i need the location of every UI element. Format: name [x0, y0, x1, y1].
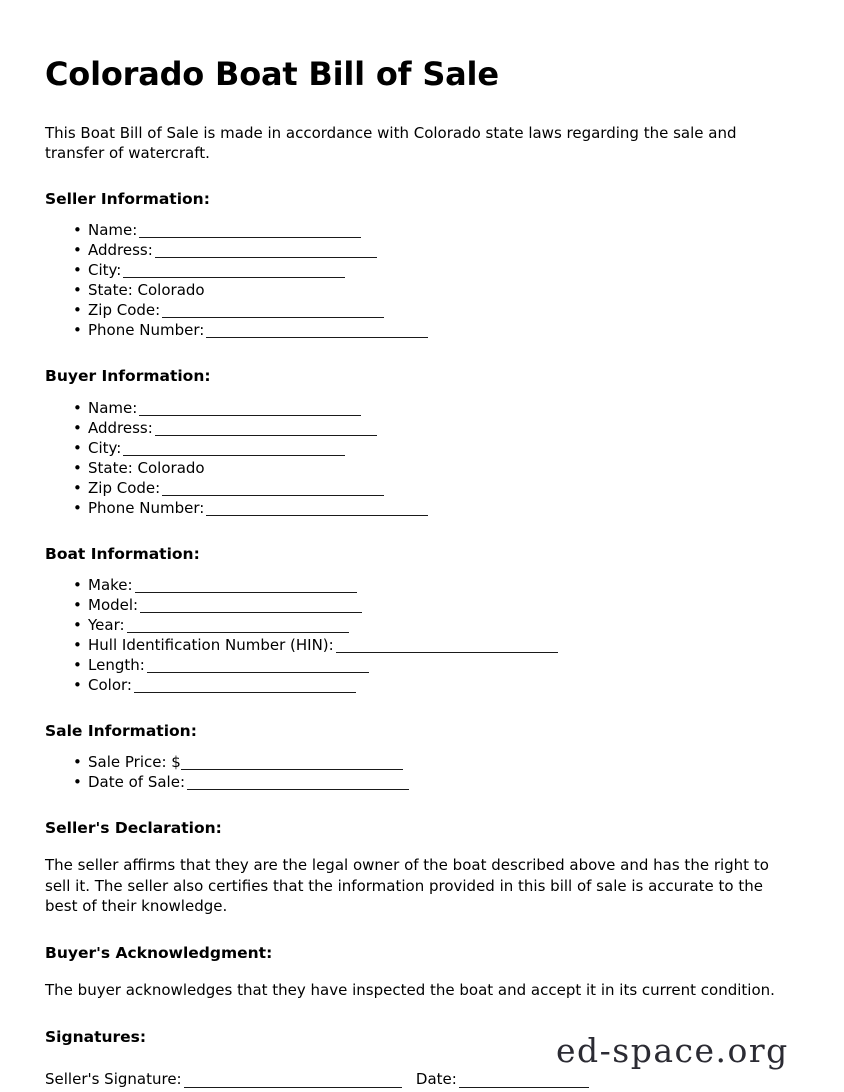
field-row	[73, 595, 780, 615]
field-row	[73, 300, 780, 320]
field-row	[73, 655, 780, 675]
field-label: State: Colorado	[88, 458, 205, 477]
field-label: Address:	[88, 241, 153, 260]
field-label: Phone Number:	[88, 321, 205, 340]
section-heading-seller-information: Seller Information:	[45, 190, 210, 209]
field-row	[73, 478, 780, 498]
field-label: Hull Identification Number (HIN):	[88, 635, 334, 654]
field-label: Color:	[88, 675, 132, 694]
fill-in-rule[interactable]	[139, 224, 361, 238]
field-row	[73, 615, 780, 635]
signature-date-rule[interactable]	[459, 1074, 589, 1088]
sellers-signature-rule[interactable]	[184, 1074, 402, 1088]
signature-spacer	[402, 1070, 416, 1088]
fill-in-rule[interactable]	[162, 482, 384, 496]
field-row	[73, 438, 780, 458]
field-label: Zip Code:	[88, 301, 161, 320]
field-label: Date of Sale:	[88, 772, 186, 791]
field-row	[73, 498, 780, 518]
field-row	[73, 675, 780, 695]
field-list-seller-information	[45, 220, 780, 340]
field-row	[73, 575, 780, 595]
section-heading-sale-information: Sale Information:	[45, 721, 197, 740]
field-row	[73, 320, 780, 340]
field-label: Name:	[88, 398, 138, 417]
watermark: ed-space.org	[556, 1031, 789, 1070]
intro-paragraph: This Boat Bill of Sale is made in accordance with Colorado state laws regarding the sale and transfer of watercraft.	[45, 123, 737, 163]
section-heading-sellers-declaration: Seller's Declaration:	[45, 818, 222, 837]
fill-in-rule[interactable]	[206, 324, 428, 338]
fill-in-rule[interactable]	[155, 422, 377, 436]
signature-row	[45, 1069, 780, 1089]
section-heading-buyer-information: Buyer Information:	[45, 367, 211, 386]
field-row	[73, 398, 780, 418]
field-row	[73, 240, 780, 260]
field-row	[73, 280, 780, 300]
fill-in-rule[interactable]	[155, 244, 377, 258]
fill-in-rule[interactable]	[162, 304, 384, 318]
field-label: City:	[88, 261, 122, 280]
field-row	[73, 635, 780, 655]
field-label: Name:	[88, 221, 138, 240]
field-label: Year:	[88, 615, 125, 634]
field-label: State: Colorado	[88, 281, 205, 300]
field-row	[73, 418, 780, 438]
field-row	[73, 260, 780, 280]
field-label: Model:	[88, 595, 139, 614]
fill-in-rule[interactable]	[181, 756, 403, 770]
fill-in-rule[interactable]	[140, 599, 362, 613]
field-label: Address:	[88, 418, 153, 437]
fill-in-rule[interactable]	[123, 442, 345, 456]
fill-in-rule[interactable]	[336, 639, 558, 653]
fill-in-rule[interactable]	[139, 402, 361, 416]
field-label: Phone Number:	[88, 498, 205, 517]
fill-in-rule[interactable]	[187, 776, 409, 790]
signature-date-label: Date:	[415, 1070, 457, 1089]
field-list-boat-information	[45, 575, 780, 695]
field-label: City:	[88, 438, 122, 457]
fill-in-rule[interactable]	[123, 264, 345, 278]
sellers-declaration-text: The seller affirms that they are the legal owner of the boat described above and has the right to sell it. The seller also certifies that the information provided in this bill of sale is accurate to the best of their knowledge.	[45, 856, 769, 916]
fill-in-rule[interactable]	[147, 659, 369, 673]
fill-in-rule[interactable]	[206, 502, 428, 516]
field-label: Make:	[88, 575, 133, 594]
field-label: Length:	[88, 655, 145, 674]
fill-in-rule[interactable]	[127, 619, 349, 633]
fill-in-rule[interactable]	[134, 679, 356, 693]
field-label: Sale Price: $	[88, 752, 181, 771]
field-row	[73, 752, 780, 772]
field-row	[73, 458, 780, 478]
field-row	[73, 220, 780, 240]
field-list-buyer-information	[45, 398, 780, 518]
field-row	[73, 772, 780, 792]
fill-in-rule[interactable]	[135, 579, 357, 593]
section-heading-boat-information: Boat Information:	[45, 544, 200, 563]
section-heading-signatures: Signatures:	[45, 1027, 147, 1046]
field-label: Zip Code:	[88, 478, 161, 497]
page-title: Colorado Boat Bill of Sale	[45, 55, 499, 93]
field-list-sale-information	[45, 752, 780, 792]
sellers-signature-label: Seller's Signature:	[45, 1070, 182, 1089]
section-heading-buyers-acknowledgment: Buyer's Acknowledgment:	[45, 944, 273, 963]
buyers-acknowledgment-text: The buyer acknowledges that they have inspected the boat and accept it in its current condition.	[45, 981, 775, 1000]
